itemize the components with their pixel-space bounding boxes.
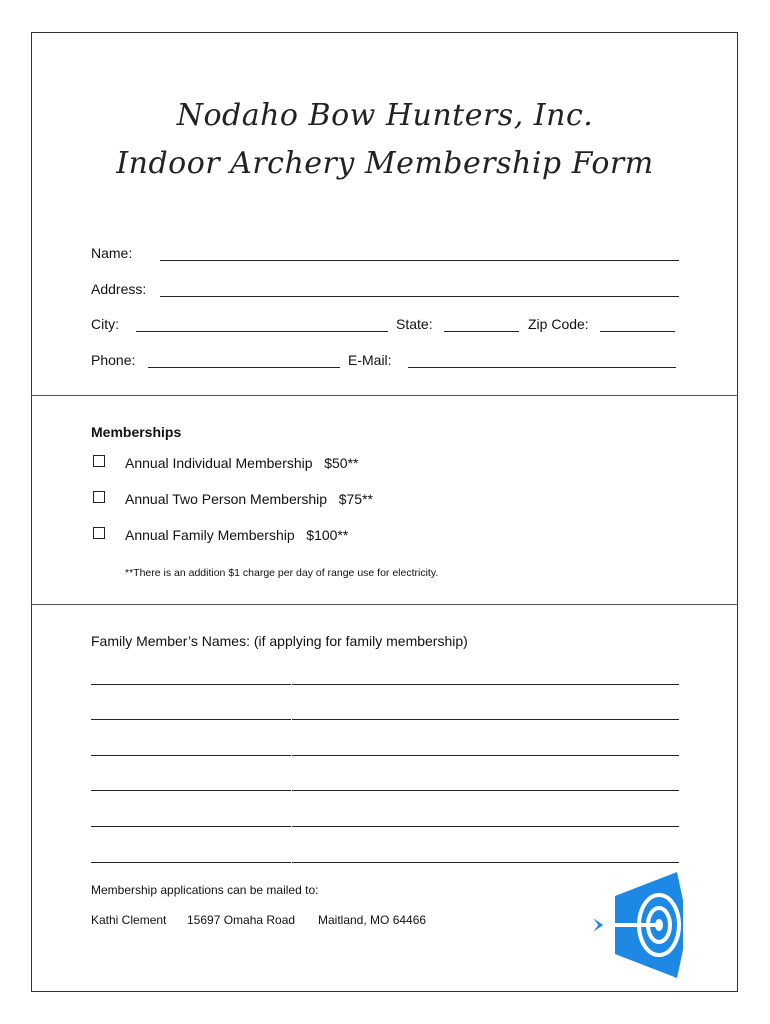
state-field[interactable]	[444, 331, 519, 332]
address-label: Address:	[91, 281, 147, 297]
name-label: Name:	[91, 245, 133, 261]
individual-membership-label: Annual Individual Membership $50**	[125, 455, 359, 471]
city-field[interactable]	[136, 331, 388, 332]
family-name-field-6[interactable]	[91, 862, 291, 863]
zip-field[interactable]	[600, 331, 675, 332]
family-name-field-3b[interactable]	[292, 755, 679, 756]
family-name-field-4b[interactable]	[292, 790, 679, 791]
form-title-org: Nodaho Bow Hunters, Inc.	[176, 98, 594, 133]
two-person-membership-label: Annual Two Person Membership $75**	[125, 491, 373, 507]
state-label: State:	[396, 316, 433, 332]
mailing-street: 15697 Omaha Road	[187, 913, 296, 927]
family-membership-label: Annual Family Membership $100**	[125, 527, 349, 543]
section-divider	[31, 604, 738, 605]
section-divider	[31, 395, 738, 396]
family-name-field-5b[interactable]	[292, 826, 679, 827]
two-person-membership-checkbox[interactable]	[93, 491, 105, 503]
individual-membership-checkbox[interactable]	[93, 455, 105, 467]
form-title: Indoor Archery Membership Form	[116, 146, 654, 181]
family-name-field-2b[interactable]	[292, 719, 679, 720]
mailing-intro: Membership applications can be mailed to:	[91, 883, 319, 897]
logo-arrow-fletching	[589, 914, 605, 936]
family-name-field-2[interactable]	[91, 719, 291, 720]
archery-target-logo	[585, 870, 685, 980]
name-field[interactable]	[160, 260, 679, 261]
email-label: E-Mail:	[348, 352, 392, 368]
email-field[interactable]	[408, 367, 676, 368]
family-membership-checkbox[interactable]	[93, 527, 105, 539]
family-name-field-1[interactable]	[91, 684, 291, 685]
electricity-note: **There is an addition $1 charge per day of range use for electricity.	[125, 567, 439, 579]
family-name-field-6b[interactable]	[292, 862, 679, 863]
address-field[interactable]	[160, 296, 679, 297]
family-name-field-4[interactable]	[91, 790, 291, 791]
mailing-city: Maitland, MO 64466	[318, 913, 427, 927]
family-name-field-3[interactable]	[91, 755, 291, 756]
zip-label: Zip Code:	[528, 316, 589, 332]
phone-label: Phone:	[91, 352, 136, 368]
memberships-heading: Memberships	[91, 424, 182, 440]
phone-field[interactable]	[148, 367, 340, 368]
family-names-heading: Family Member’s Names: (if applying for family membership)	[91, 633, 468, 649]
mailing-name: Kathi Clement	[91, 913, 167, 927]
city-label: City:	[91, 316, 119, 332]
logo-bullseye	[655, 919, 663, 931]
family-name-field-5[interactable]	[91, 826, 291, 827]
family-name-field-1b[interactable]	[292, 684, 679, 685]
